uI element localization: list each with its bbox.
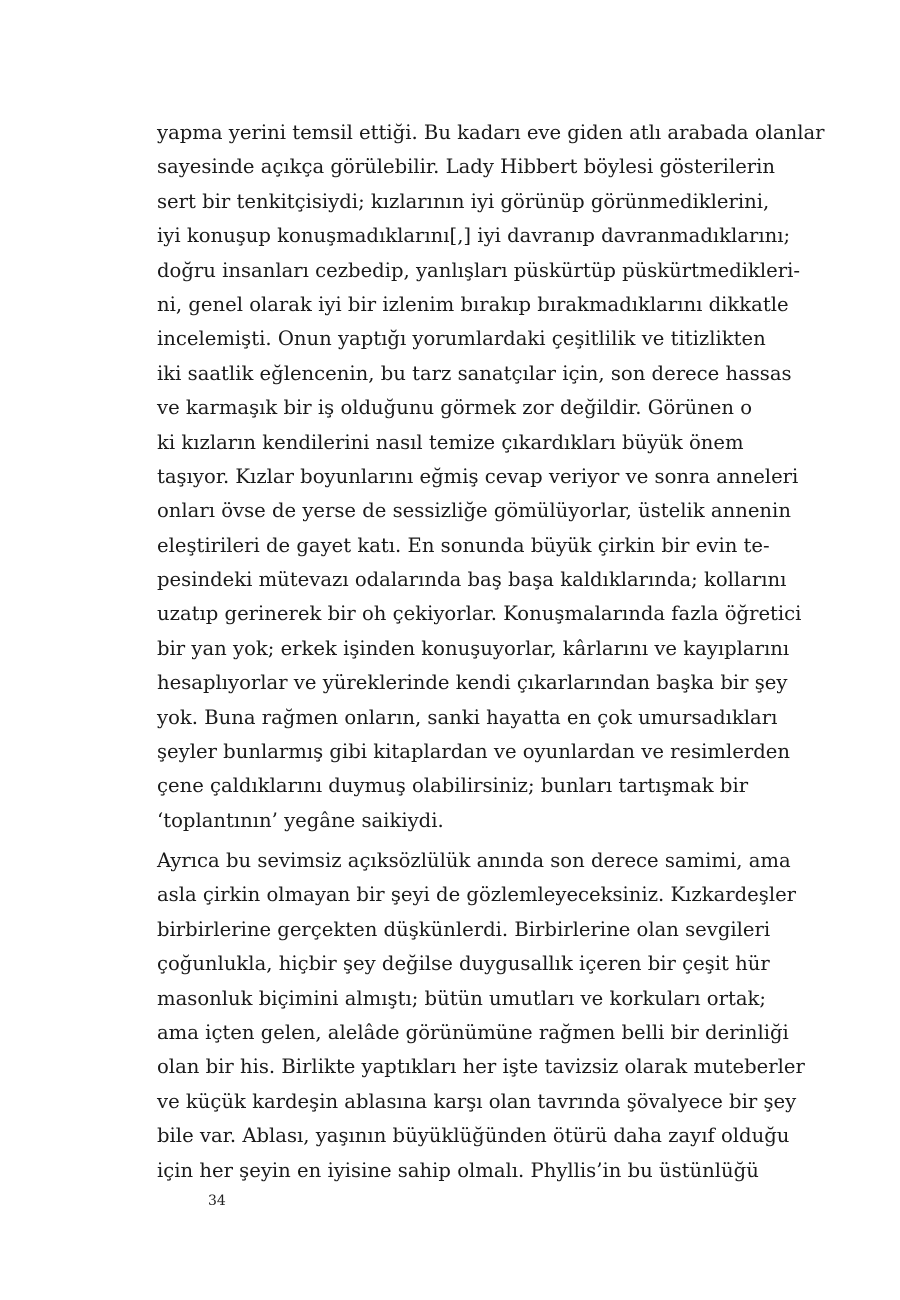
text-line: iki saatlik eğlencenin, bu tarz sanatçılar için, son derece hassas bbox=[157, 361, 792, 385]
text-line: yok. Buna rağmen onların, sanki hayatta en çok umursadıkları bbox=[157, 705, 778, 729]
text-line: çoğunlukla, hiçbir şey değilse duygusallık içeren bir çeşit hür bbox=[157, 952, 770, 976]
text-line: sayesinde açıkça görülebilir. Lady Hibbert böylesi gösterilerin bbox=[157, 155, 776, 179]
text-line: şeyler bunlarmış gibi kitaplardan ve oyunlardan ve resimlerden bbox=[157, 740, 790, 764]
text-line: Ayrıca bu sevimsiz açıksözlülük anında son derece samimi, ama bbox=[157, 849, 791, 872]
text-line: hesaplıyorlar ve yüreklerinde kendi çıkarlarından başka bir şey bbox=[157, 671, 788, 695]
text-line: doğru insanları cezbedip, yanlışları püskürtüp püskürtmedikleri- bbox=[157, 258, 801, 282]
text-line: çene çaldıklarını duymuş olabilirsiniz; bunları tartışmak bir bbox=[157, 774, 749, 798]
text-line: masonluk biçimini almıştı; bütün umutları ve korkuları ortak; bbox=[157, 986, 766, 1010]
text-line: bir yan yok; erkek işinden konuşuyorlar, kârlarını ve kayıplarını bbox=[157, 636, 790, 660]
text-line: için her şeyin en iyisine sahip olmalı. Phyllis’in bu üstünlüğü bbox=[157, 1158, 759, 1182]
text-line: eleştirileri de gayet katı. En sonunda büyük çirkin bir evin te- bbox=[157, 533, 770, 557]
text-line: asla çirkin olmayan bir şeyi de gözlemleyeceksiniz. Kızkardeşler bbox=[157, 883, 797, 907]
paragraph bbox=[157, 844, 805, 1188]
text-line: ki kızların kendilerini nasıl temize çıkardıkları büyük önem bbox=[157, 430, 744, 454]
text-line: onları övse de yerse de sessizliğe gömülüyorlar, üstelik annenin bbox=[157, 499, 791, 523]
text-line: bile var. Ablası, yaşının büyüklüğünden ötürü daha zayıf olduğu bbox=[157, 1124, 790, 1148]
text-line: incelemişti. Onun yaptığı yorumlardaki çeşitlilik ve titizlikten bbox=[157, 327, 766, 351]
text-line: yapma yerini temsil ettiği. Bu kadarı eve giden atlı arabada olanlar bbox=[157, 121, 825, 144]
text-line: uzatıp gerinerek bir oh çekiyorlar. Konuşmalarında fazla öğretici bbox=[157, 602, 802, 626]
paragraph bbox=[157, 116, 825, 838]
text-line: ve karmaşık bir iş olduğunu görmek zor değildir. Görünen o bbox=[157, 396, 752, 420]
text-line: ama içten gelen, alelâde görünümüne rağmen belli bir derinliği bbox=[157, 1020, 789, 1044]
text-line: birbirlerine gerçekten düşkünlerdi. Birbirlerine olan sevgileri bbox=[157, 917, 771, 941]
text-line: ni, genel olarak iyi bir izlenim bırakıp bırakmadıklarını dikkatle bbox=[157, 292, 789, 316]
page-number: 34 bbox=[208, 1193, 226, 1209]
text-line: taşıyor. Kızlar boyunlarını eğmiş cevap veriyor ve sonra anneleri bbox=[157, 464, 799, 488]
text-line: olan bir his. Birlikte yaptıkları her işte tavizsiz olarak muteberler bbox=[157, 1055, 805, 1079]
text-line: sert bir tenkitçisiydi; kızlarının iyi görünüp görünmediklerini, bbox=[157, 189, 770, 213]
text-line: iyi konuşup konuşmadıklarını[,] iyi davranıp davranmadıklarını; bbox=[157, 224, 791, 248]
text-line: ‘toplantının’ yegâne saikiydi. bbox=[157, 808, 444, 832]
text-line: ve küçük kardeşin ablasına karşı olan tavrında şövalyece bir şey bbox=[157, 1089, 797, 1113]
text-line: pesindeki mütevazı odalarında baş başa kaldıklarında; kollarını bbox=[157, 568, 787, 592]
